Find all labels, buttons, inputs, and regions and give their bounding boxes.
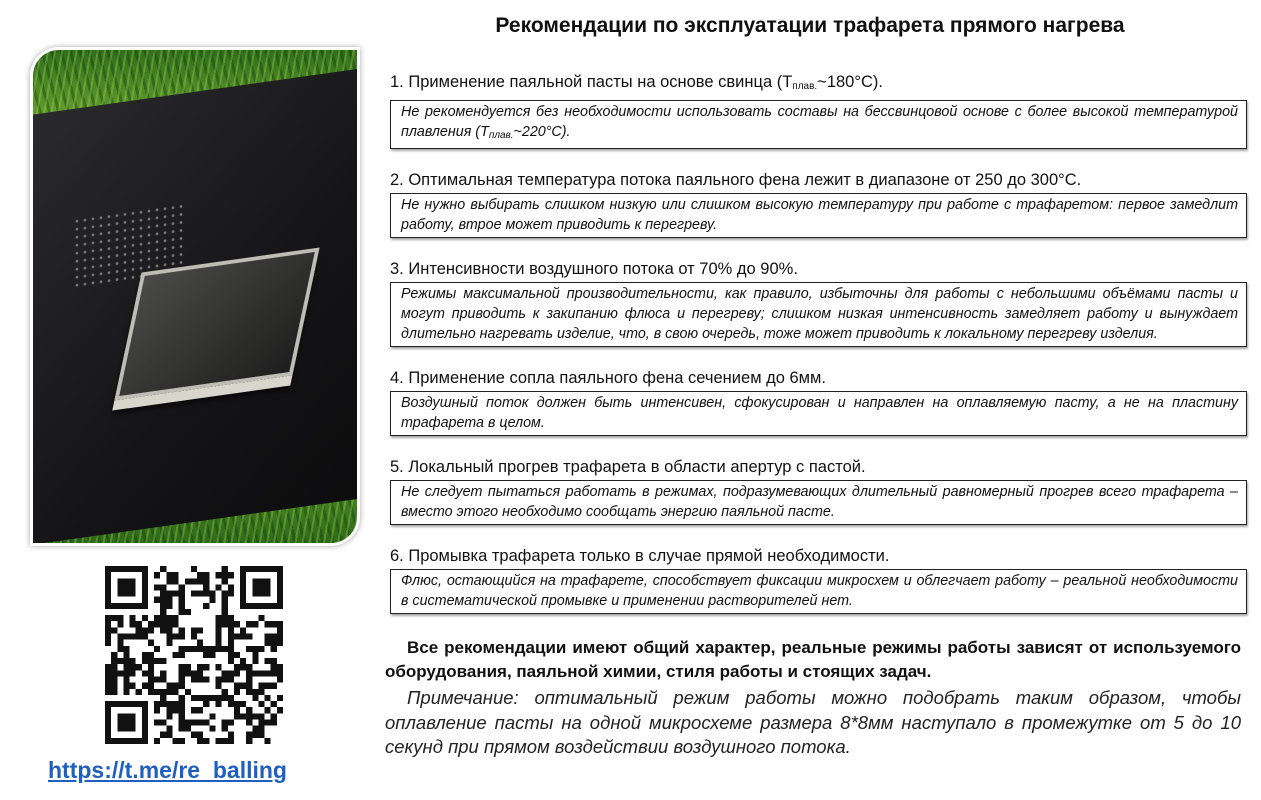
recommendation-heading: 2. Оптимальная температура потока паяльного фена лежит в диапазоне от 250 до 300°C. xyxy=(390,171,1082,189)
recommendation-item xyxy=(390,457,1247,525)
recommendation-note: Воздушный поток должен быть интенсивен, сфокусирован и направлен на оплавляемую пасту, а не на пластину трафарета в целом. xyxy=(390,391,1247,436)
stencil-photo xyxy=(33,50,357,543)
recommendation-item xyxy=(390,170,1247,238)
recommendation-note: Не следует пытаться работать в режимах, подразумевающих длительный равномерный прогрев всего трафарета – вместо этого необходимо сообщать энергию паяльной пасте. xyxy=(390,480,1247,525)
recommendation-heading: 4. Применение сопла паяльного фена сечением до 6мм. xyxy=(390,369,826,387)
recommendation-note: Не рекомендуется без необходимости использовать составы на бессвинцовой основе с более высокой температурой плавления $(T_{плав.}\sim 220^\circ C)$. xyxy=(390,100,1247,149)
recommendation-item xyxy=(390,546,1247,614)
recommendations-list xyxy=(390,72,1247,635)
telegram-link[interactable]: https://t.me/re_balling xyxy=(48,757,287,783)
summary-text: Все рекомендации имеют общий характер, реальные режимы работы зависят от используемого оборудования, паяльной химии, стиля работы и стоящих задач. xyxy=(385,638,1241,681)
footnote-text: Примечание: оптимальный режим работы можно подобрать таким образом, чтобы оплавление пасты на одной микросхеме размера 8*8мм наступало в промежутке от 5 до 10 секунд при прямом воздействии воздушного потока. xyxy=(385,687,1241,757)
recommendation-note: Не нужно выбирать слишком низкую или слишком высокую температуру при работе с трафаретом: первое замедлит работу, втрое может приводить к перегреву. xyxy=(390,193,1247,238)
page-title: Рекомендации по эксплуатации трафарета прямого нагрева xyxy=(495,14,1125,37)
recommendation-item xyxy=(390,368,1247,436)
recommendation-heading: 1. Применение паяльной пасты на основе свинца $(T_{плав.}\sim 180^\circ C)$. xyxy=(390,73,883,92)
recommendation-heading: 6. Промывка трафарета только в случае прямой необходимости. xyxy=(390,547,890,565)
recommendation-item xyxy=(390,259,1247,347)
recommendation-note: Флюс, остающийся на трафарете, способствует фиксации микросхем и облегчает работу – реальной необходимости в систематической промывке и применении растворителей нет. xyxy=(390,569,1247,614)
recommendation-item xyxy=(390,72,1247,149)
recommendation-note: Режимы максимальной производительности, как правило, избыточны для работы с небольшими объёмами пасты и могут приводить к закипанию флюса и перегреву; слишком низкая интенсивность замедляет работу и вынуждает длительно нагревать изделие, что, в свою очередь, тоже может приводить к локальному перегреву изделия. xyxy=(390,282,1247,347)
recommendation-heading: 5. Локальный прогрев трафарета в области апертур с пастой. xyxy=(390,458,866,476)
recommendation-heading: 3. Интенсивности воздушного потока от 70% до 90%. xyxy=(390,260,798,278)
qr-code xyxy=(105,565,283,745)
